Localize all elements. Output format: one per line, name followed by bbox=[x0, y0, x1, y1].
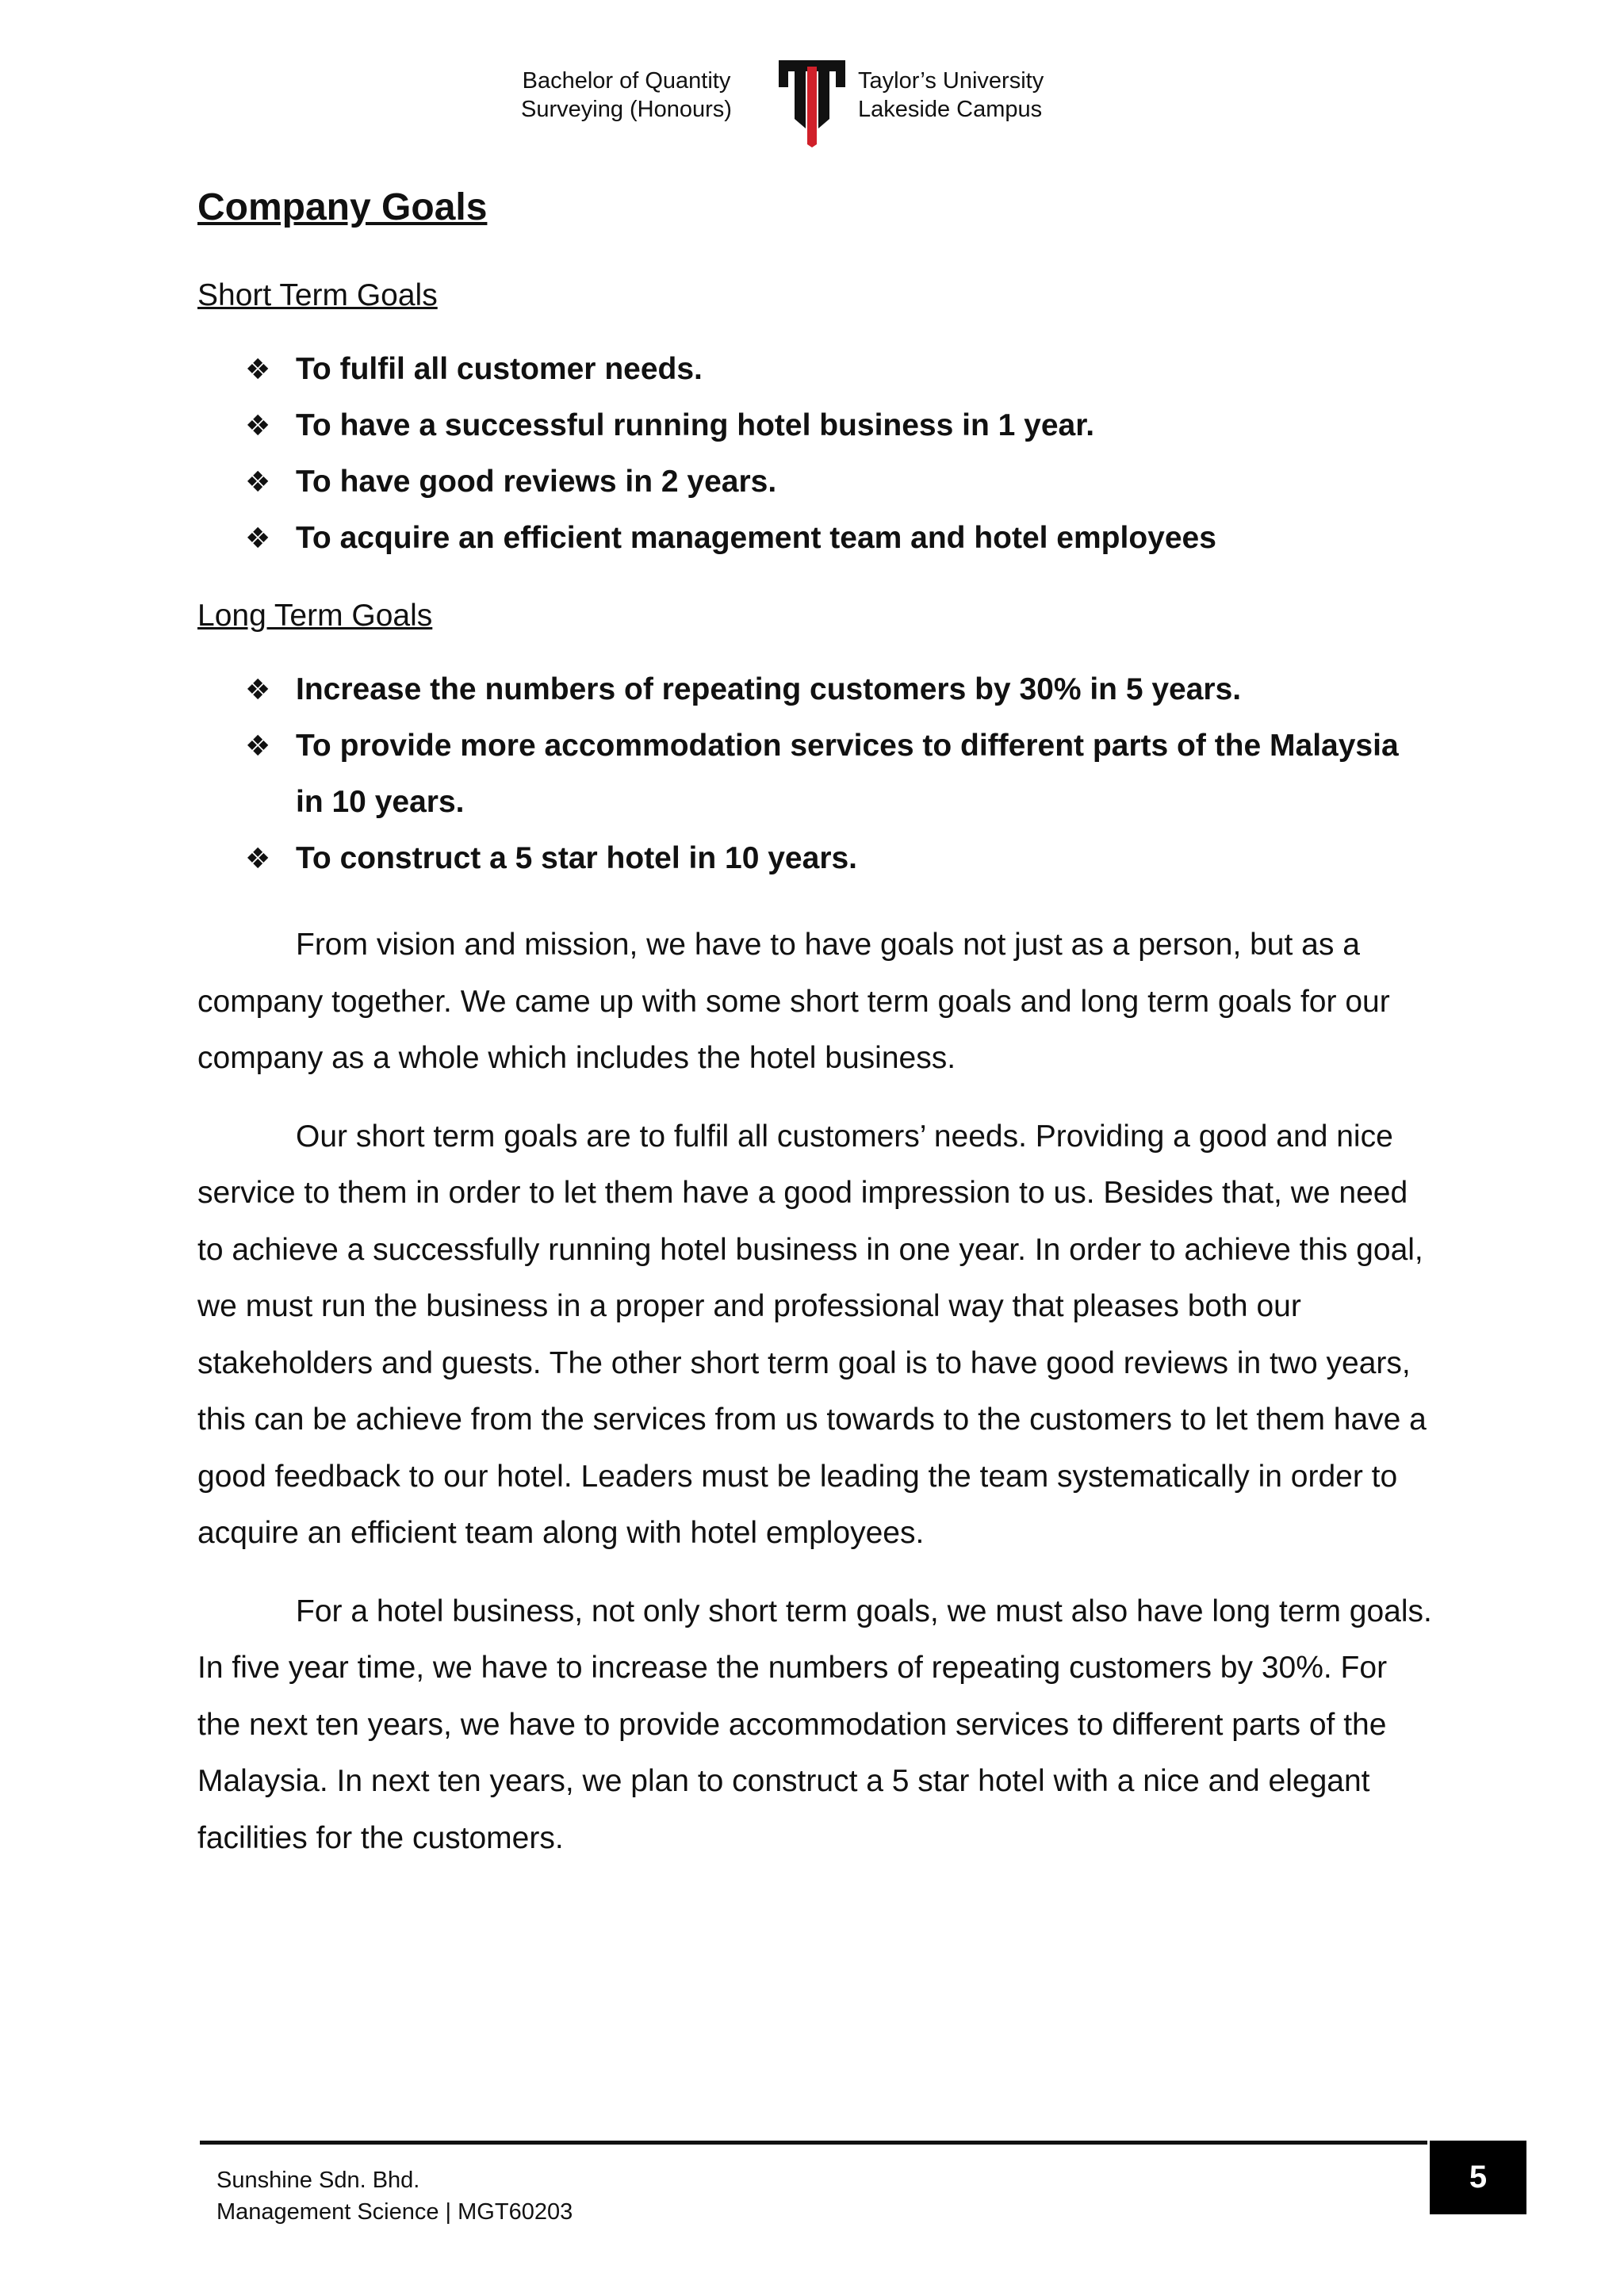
diamond-bullet-icon: ❖ bbox=[245, 673, 271, 706]
diamond-bullet-icon: ❖ bbox=[245, 522, 271, 554]
footer-divider bbox=[200, 2141, 1427, 2145]
list-item bbox=[197, 453, 1434, 510]
diamond-bullet-icon: ❖ bbox=[245, 409, 271, 442]
long-term-heading: Long Term Goals bbox=[197, 599, 433, 633]
page-number: 5 bbox=[1430, 2141, 1526, 2214]
list-item-text: To provide more accommodation services to different parts of the Malaysia in 10 years. bbox=[296, 729, 1399, 819]
short-term-heading: Short Term Goals bbox=[197, 278, 438, 312]
header-program-line2: Surveying (Honours) bbox=[521, 97, 732, 122]
list-item bbox=[197, 510, 1434, 566]
diamond-bullet-icon: ❖ bbox=[245, 353, 271, 385]
list-item-text: To acquire an efficient management team and hotel employees bbox=[296, 521, 1216, 555]
footer-course: Management Science | MGT60203 bbox=[216, 2199, 573, 2225]
list-item-text: To have a successful running hotel business in 1 year. bbox=[296, 408, 1095, 442]
university-crest-logo bbox=[776, 55, 848, 147]
header-university bbox=[858, 67, 1120, 124]
diamond-bullet-icon: ❖ bbox=[245, 842, 271, 874]
diamond-bullet-icon: ❖ bbox=[245, 465, 271, 498]
list-item-text: To fulfil all customer needs. bbox=[296, 352, 703, 386]
header-university-line1: Taylor’s University bbox=[858, 68, 1044, 94]
body-paragraph: Our short term goals are to fulfil all customers’ needs. Providing a good and nice service to them in order to let them have a good impression to us. Besides that, we need to achieve a successfully running hotel business in one year. In order to achieve this goal, we must run the business in a proper and professional way that pleases both our stakeholders and guests. The other short term goal is to have good reviews in two years, this can be achieve from the services from us towards to the customers to let them have a good feedback to our hotel. Leaders must be leading the team systematically in order to acquire an efficient team along with hotel employees. bbox=[197, 1119, 1427, 1550]
body-paragraph: For a hotel business, not only short term goals, we must also have long term goals. In five year time, we have to increase the numbers of repeating customers by 30%. For the next ten years, we have to provide accommodation services to different parts of the Malaysia. In next ten years, we plan to construct a 5 star hotel with a nice and elegant facilities for the customers. bbox=[197, 1594, 1432, 1855]
body-paragraph: From vision and mission, we have to have goals not just as a person, but as a company together. We came up with some short term goals and long term goals for our company as a whole which includes the hotel business. bbox=[197, 928, 1390, 1075]
list-item-text: To have good reviews in 2 years. bbox=[296, 465, 777, 499]
header-university-line2: Lakeside Campus bbox=[858, 97, 1043, 122]
list-item bbox=[197, 397, 1434, 453]
list-item bbox=[197, 661, 1434, 718]
long-term-goals-list bbox=[197, 661, 1434, 886]
page-title: Company Goals bbox=[197, 186, 488, 228]
list-item-text: To construct a 5 star hotel in 10 years. bbox=[296, 841, 858, 875]
list-item bbox=[197, 830, 1434, 886]
list-item-text: Increase the numbers of repeating customers by 30% in 5 years. bbox=[296, 672, 1242, 706]
list-item bbox=[197, 718, 1434, 830]
footer-info bbox=[216, 2164, 573, 2228]
header-program-line1: Bachelor of Quantity bbox=[522, 68, 731, 94]
footer-company: Sunshine Sdn. Bhd. bbox=[216, 2168, 420, 2193]
page-content bbox=[197, 182, 1434, 1888]
header-program bbox=[492, 67, 761, 124]
short-term-goals-list bbox=[197, 341, 1434, 566]
diamond-bullet-icon: ❖ bbox=[245, 729, 271, 762]
list-item bbox=[197, 341, 1434, 397]
